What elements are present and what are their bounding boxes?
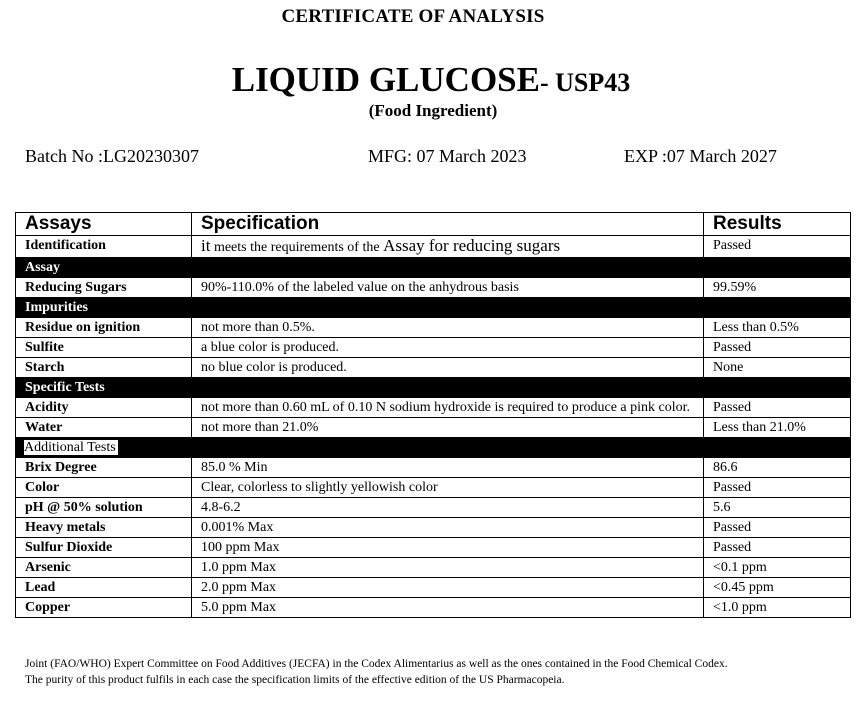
result-cell: 86.6 <box>704 458 851 478</box>
table-row <box>16 318 851 338</box>
table-row <box>16 498 851 518</box>
spec-cell: not more than 21.0% <box>192 418 704 438</box>
assay-cell: Copper <box>16 598 192 618</box>
table-row-identification <box>16 236 851 258</box>
spec-cell: Clear, colorless to slightly yellowish color <box>192 478 704 498</box>
result-cell: <0.45 ppm <box>704 578 851 598</box>
spec-identification-part-2: meets the requirements of the <box>210 240 384 255</box>
section-label: Assay <box>25 260 61 275</box>
footer-line-1: Joint (FAO/WHO) Expert Committee on Food Additives (JECFA) in the Codex Alimentarius as well as the ones contained in the Food Chemical Codex. <box>25 658 728 670</box>
batch-number: Batch No :LG20230307 <box>25 146 199 166</box>
result-cell: 99.59% <box>704 278 851 298</box>
assay-identification: Identification <box>16 236 192 258</box>
product-title <box>0 58 862 105</box>
section-row-assay <box>16 258 851 278</box>
spec-cell: not more than 0.5%. <box>192 318 704 338</box>
section-label: Specific Tests <box>25 380 105 395</box>
spec-identification-part-1: it <box>201 236 211 255</box>
assay-cell: Heavy metals <box>16 518 192 538</box>
assay-cell: Starch <box>16 358 192 378</box>
result-cell: Passed <box>704 338 851 358</box>
table-row <box>16 358 851 378</box>
header-results: Results <box>704 213 851 236</box>
analysis-table-body <box>16 213 851 618</box>
certificate-title: CERTIFICATE OF ANALYSIS <box>281 6 545 27</box>
table-row <box>16 538 851 558</box>
result-cell: Less than 21.0% <box>704 418 851 438</box>
result-cell: None <box>704 358 851 378</box>
spec-cell: 100 ppm Max <box>192 538 704 558</box>
spec-cell: 5.0 ppm Max <box>192 598 704 618</box>
manufacture-date: MFG: 07 March 2023 <box>368 146 527 166</box>
table-row <box>16 338 851 358</box>
assay-cell: Acidity <box>16 398 192 418</box>
table-row <box>16 458 851 478</box>
table-row <box>16 518 851 538</box>
spec-cell: 4.8-6.2 <box>192 498 704 518</box>
footer-note <box>25 656 845 688</box>
assay-cell: Reducing Sugars <box>16 278 192 298</box>
assay-cell: Arsenic <box>16 558 192 578</box>
spec-cell: 85.0 % Min <box>192 458 704 478</box>
section-row-specific-tests <box>16 378 851 398</box>
analysis-table <box>15 212 851 618</box>
result-cell: <0.1 ppm <box>704 558 851 578</box>
result-cell: Passed <box>704 518 851 538</box>
assay-cell: Sulfite <box>16 338 192 358</box>
section-label: Additional Tests <box>24 440 116 455</box>
result-cell: <1.0 ppm <box>704 598 851 618</box>
table-row <box>16 478 851 498</box>
expiry-date: EXP :07 March 2027 <box>624 146 777 166</box>
spec-cell: 90%-110.0% of the labeled value on the anhydrous basis <box>192 278 704 298</box>
header-assays: Assays <box>16 213 192 236</box>
result-cell: Passed <box>704 538 851 558</box>
result-cell: Passed <box>704 478 851 498</box>
header-specification: Specification <box>192 213 704 236</box>
product-subtitle: (Food Ingredient) <box>368 101 498 120</box>
spec-identification-part-3: Assay for reducing sugars <box>383 236 561 255</box>
section-row-additional-tests <box>16 438 851 458</box>
table-row <box>16 398 851 418</box>
assay-cell: Residue on ignition <box>16 318 192 338</box>
footer-line-2: The purity of this product fulfils in each case the specification limits of the effective edition of the US Pharmacopeia. <box>25 674 565 686</box>
assay-cell: pH @ 50% solution <box>16 498 192 518</box>
assay-cell: Water <box>16 418 192 438</box>
product-grade: - USP43 <box>540 68 631 97</box>
spec-cell: not more than 0.60 mL of 0.10 N sodium hydroxide is required to produce a pink color. <box>192 398 704 418</box>
section-label-cell <box>16 438 851 458</box>
section-label-cell <box>16 378 851 398</box>
spec-cell: 0.001% Max <box>192 518 704 538</box>
table-row <box>16 558 851 578</box>
result-cell: Passed <box>704 398 851 418</box>
table-header-row <box>16 213 851 236</box>
product-name: LIQUID GLUCOSE <box>231 60 540 99</box>
assay-cell: Color <box>16 478 192 498</box>
section-label-cell <box>16 258 851 278</box>
section-label-cell <box>16 298 851 318</box>
table-row <box>16 598 851 618</box>
result-identification: Passed <box>704 236 851 258</box>
section-row-impurities <box>16 298 851 318</box>
spec-cell: 1.0 ppm Max <box>192 558 704 578</box>
assay-cell: Sulfur Dioxide <box>16 538 192 558</box>
spec-identification <box>192 236 704 258</box>
section-label: Impurities <box>25 300 88 315</box>
spec-cell: a blue color is produced. <box>192 338 704 358</box>
assay-cell: Lead <box>16 578 192 598</box>
table-row <box>16 418 851 438</box>
spec-cell: no blue color is produced. <box>192 358 704 378</box>
result-cell: Less than 0.5% <box>704 318 851 338</box>
spec-cell: 2.0 ppm Max <box>192 578 704 598</box>
table-row <box>16 578 851 598</box>
result-cell: 5.6 <box>704 498 851 518</box>
assay-cell: Brix Degree <box>16 458 192 478</box>
table-row <box>16 278 851 298</box>
